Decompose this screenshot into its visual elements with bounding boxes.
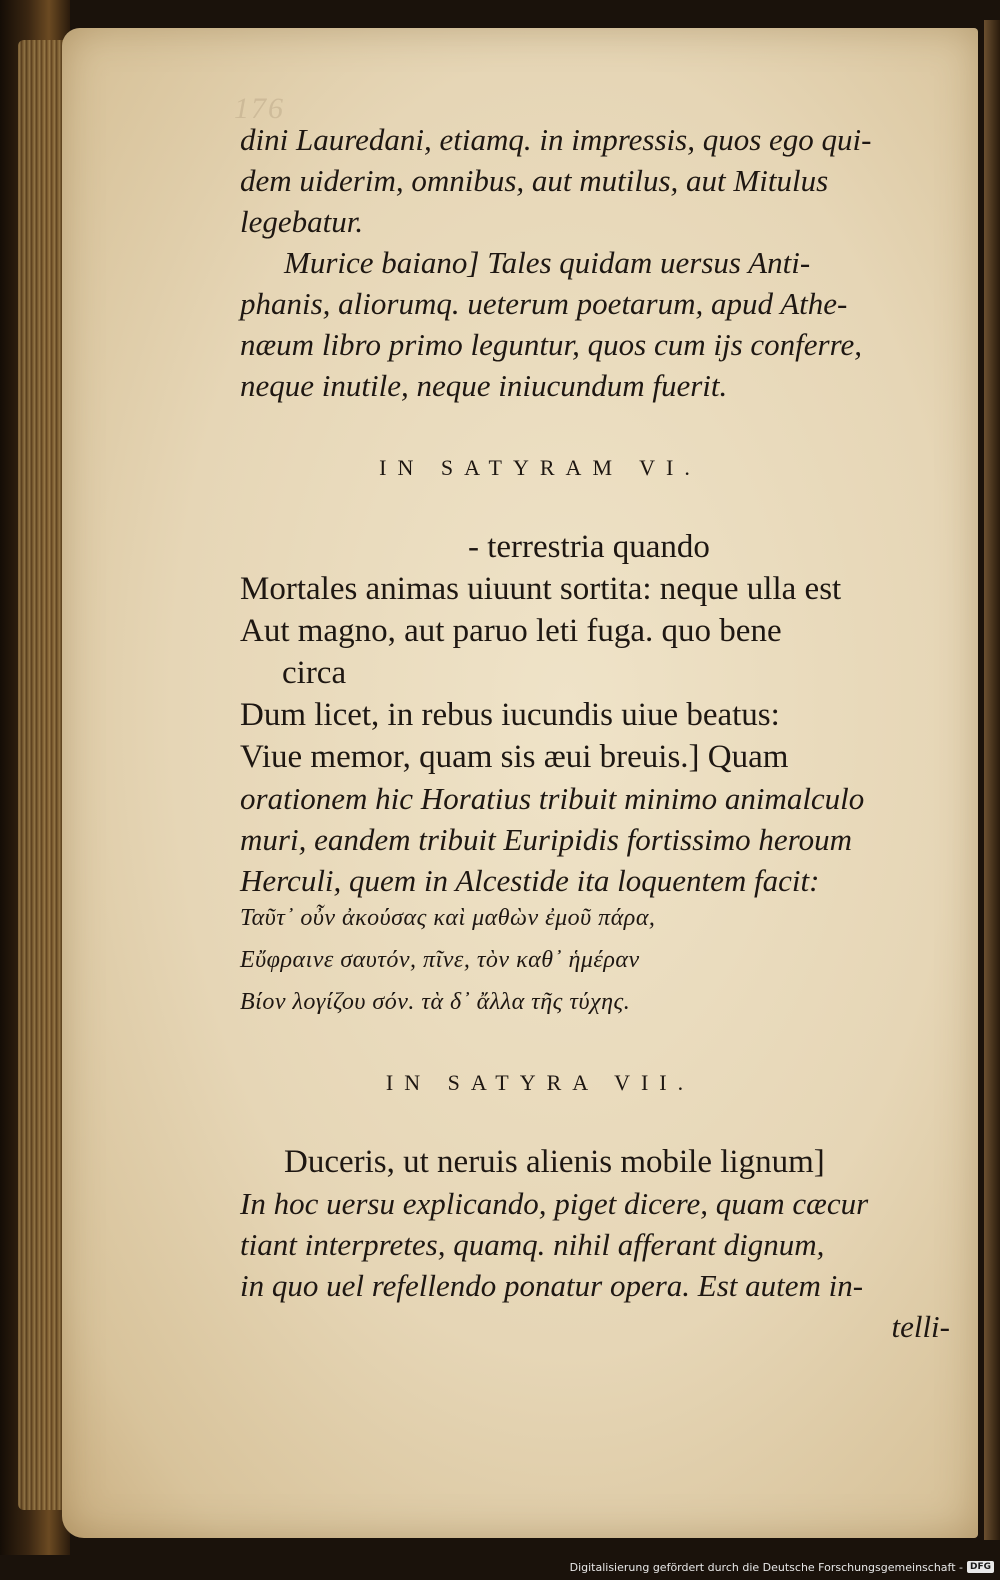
- catchword: telli-: [891, 1309, 950, 1344]
- text-line: in quo uel refellendo ponatur opera. Est autem in-: [240, 1268, 864, 1303]
- page-text: [240, 124, 950, 1352]
- greek-line: Βίον λογίζου σόν. τὰ δ᾽ ἄλλα τῆς τύχης.: [240, 989, 631, 1015]
- greek-line: Εὔφραινε σαυτόν, πῖνε, τὸν καθ᾽ ἡμέραν: [240, 947, 640, 973]
- text-line: næum libro primo leguntur, quos cum ijs conferre,: [240, 327, 862, 362]
- verse-line: Mortales animas uiuunt sortita: neque ulla est: [240, 571, 842, 607]
- verse-line: Dum licet, in rebus iucundis uiue beatus:: [240, 697, 780, 733]
- verse-line: - terrestria quando: [468, 529, 710, 565]
- credit-text: Digitalisierung gefördert durch die Deutsche Forschungsgemeinschaft -: [569, 1560, 963, 1574]
- text-line: muri, eandem tribuit Euripidis fortissimo heroum: [240, 822, 852, 857]
- verse-line: Viue memor, quam sis æui breuis.] Quam: [240, 739, 789, 775]
- text-line: orationem hic Horatius tribuit minimo animalculo: [240, 781, 865, 816]
- book-binding: [984, 20, 1000, 1540]
- verse-line: circa: [282, 655, 347, 691]
- section-heading: IN SATYRAM VI.: [379, 455, 701, 480]
- text-line: In hoc uersu explicando, piget dicere, quam cæcur: [240, 1186, 869, 1221]
- bleed-through-page-number: 176: [234, 92, 285, 125]
- text-line: Duceris, ut neruis alienis mobile lignum]: [284, 1144, 825, 1180]
- text-line: neque inutile, neque iniucundum fuerit.: [240, 368, 728, 403]
- greek-line: Ταῦτ᾽ οὖν ἀκούσας καὶ μαθὼν ἐμοῦ πάρα,: [240, 905, 656, 931]
- text-line: tiant interpretes, quamq. nihil afferant dignum,: [240, 1227, 825, 1262]
- section-heading: IN SATYRA VII.: [385, 1070, 695, 1095]
- digitization-credit: [570, 1558, 994, 1576]
- text-line: legebatur.: [240, 204, 364, 239]
- text-line: Herculi, quem in Alcestide ita loquentem facit:: [240, 863, 820, 898]
- verse-line: Aut magno, aut paruo leti fuga. quo bene: [240, 613, 782, 649]
- text-line: dini Lauredani, etiamq. in impressis, quos ego qui-: [240, 122, 872, 157]
- text-line: phanis, aliorumq. ueterum poetarum, apud Athe-: [240, 286, 848, 321]
- text-line: Murice baiano] Tales quidam uersus Anti-: [284, 245, 811, 280]
- text-line: dem uiderim, omnibus, aut mutilus, aut Mitulus: [240, 163, 829, 198]
- dfg-logo-icon: DFG: [967, 1561, 994, 1573]
